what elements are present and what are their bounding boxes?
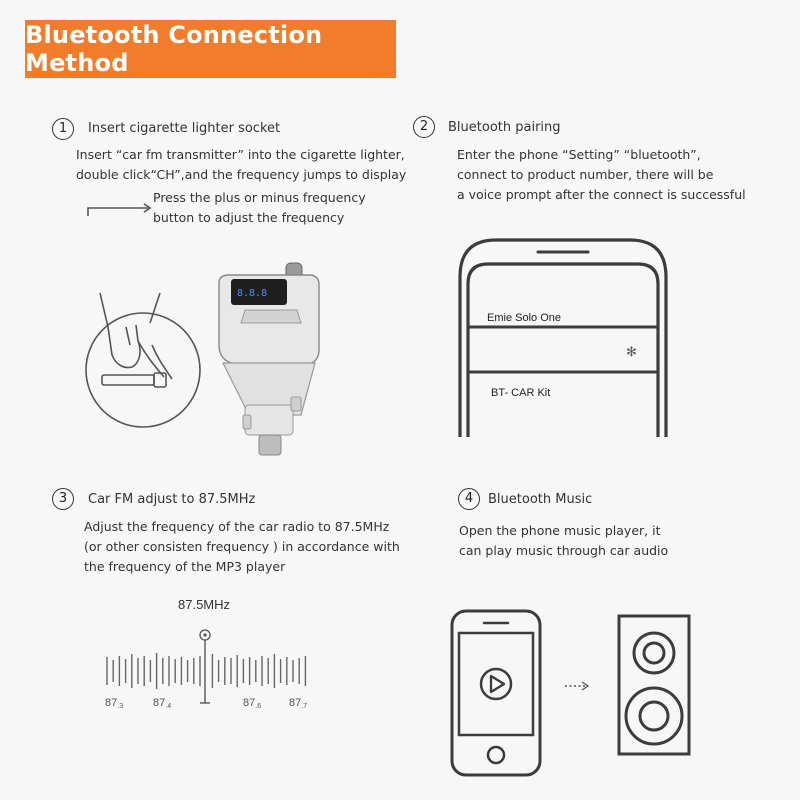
arrow-icon	[86, 200, 156, 220]
dial-tick-label	[243, 697, 261, 710]
step-2-title: Bluetooth pairing	[448, 120, 561, 135]
dial-tick-label	[105, 697, 123, 710]
step-4-title: Bluetooth Music	[488, 492, 593, 507]
banner-title: Bluetooth Connection Method	[25, 21, 323, 77]
step-1-note-line: Press the plus or minus frequency	[153, 190, 366, 205]
step-2-line: Enter the phone “Setting” “bluetooth”,	[457, 147, 701, 162]
frequency-dial	[95, 625, 325, 715]
step-1-title: Insert cigarette lighter socket	[88, 121, 281, 136]
step-1-note	[153, 188, 366, 228]
phone-outline	[448, 232, 678, 442]
step-3-number: 3	[52, 488, 74, 510]
step-3-title: Car FM adjust to 87.5MHz	[88, 492, 256, 507]
music-phone-illustration	[448, 607, 544, 779]
play-icon[interactable]	[481, 669, 511, 699]
step-3-line: (or other consisten frequency ) in accordance with	[84, 539, 400, 554]
svg-text:87.6: 87.6	[243, 697, 262, 710]
device-list-item[interactable]: Emie Solo One	[487, 312, 561, 324]
dial-tick-label	[289, 697, 307, 710]
step-2-line: a voice prompt after the connect is successful	[457, 187, 746, 202]
speaker-icon	[616, 613, 692, 757]
step-3-line: the frequency of the MP3 player	[84, 559, 286, 574]
step-3-line: Adjust the frequency of the car radio to 87.5MHz	[84, 519, 390, 534]
step-2-line: connect to product number, there will be	[457, 167, 714, 182]
step-3-text	[84, 517, 400, 577]
arrow-icon	[563, 679, 593, 693]
hand-insert-illustration	[80, 285, 210, 430]
svg-text:87.4: 87.4	[153, 697, 172, 710]
bluetooth-icon: ✻	[626, 345, 637, 360]
svg-text:8.8.8: 8.8.8	[237, 288, 268, 299]
home-button-icon[interactable]	[488, 747, 504, 763]
step-1-line: Insert “car fm transmitter” into the cigarette lighter,	[76, 147, 405, 162]
step-1-text	[76, 145, 406, 185]
title-banner	[25, 20, 396, 78]
dial-tick-label	[153, 697, 171, 710]
svg-text:87.7: 87.7	[289, 697, 308, 710]
step-2-text	[457, 145, 746, 205]
step-2-number: 2	[413, 116, 435, 138]
step-4-line: can play music through car audio	[459, 543, 669, 558]
step-1-note-line: button to adjust the frequency	[153, 210, 345, 225]
step-1-number: 1	[52, 118, 74, 140]
fm-transmitter-illustration	[205, 255, 330, 465]
svg-text:87.3: 87.3	[105, 697, 124, 710]
dial-frequency-label: 87.5MHz	[178, 597, 231, 612]
step-4-line: Open the phone music player, it	[459, 523, 661, 538]
step-4-number: 4	[458, 488, 480, 510]
device-list-item[interactable]: BT- CAR Kit	[491, 387, 551, 399]
step-4-text	[459, 521, 668, 561]
step-1-line: double click“CH”,and the frequency jumps to display	[76, 167, 407, 182]
